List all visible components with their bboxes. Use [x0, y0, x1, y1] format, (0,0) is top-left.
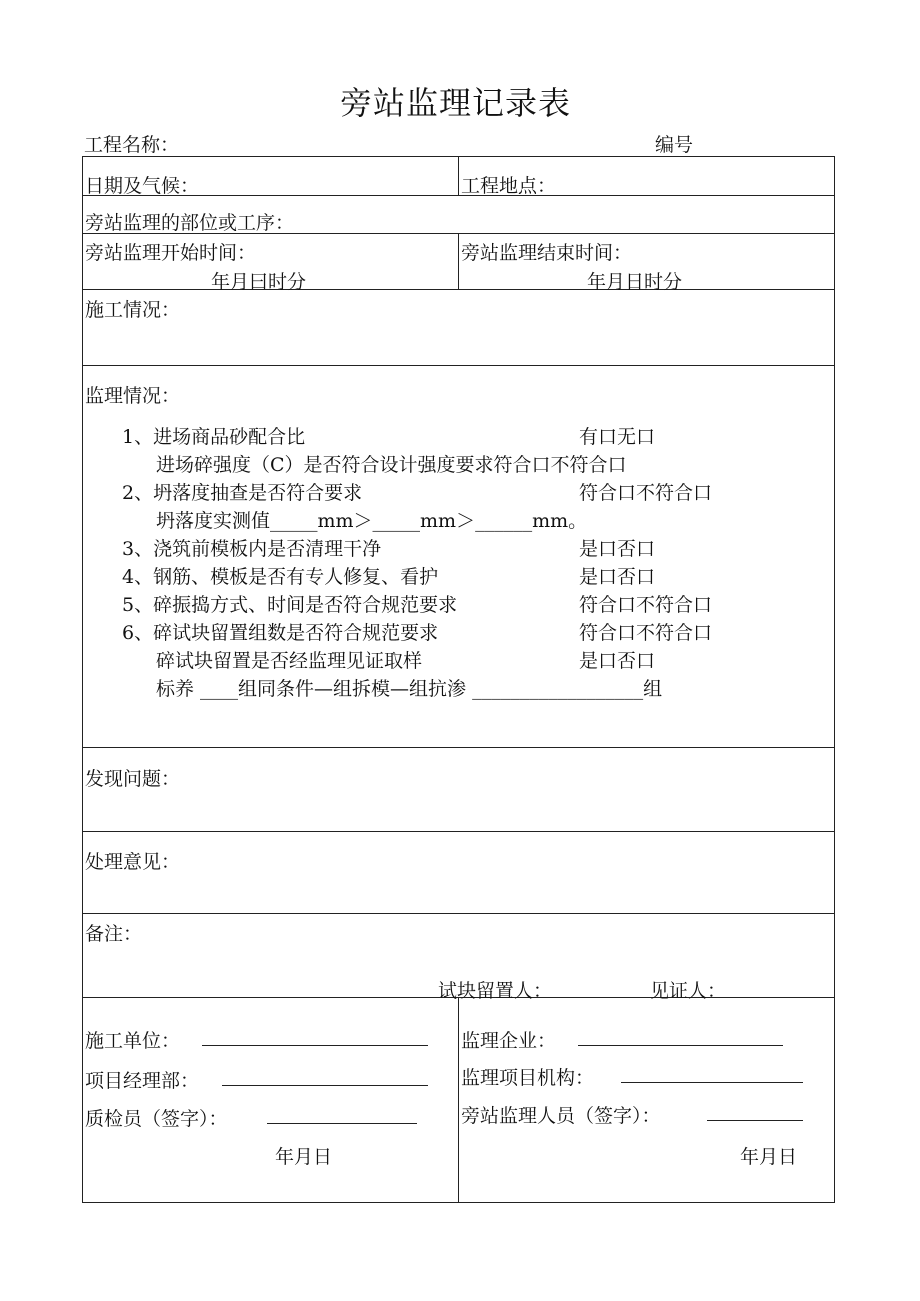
construction-unit-label: 施工单位：	[85, 1030, 181, 1052]
col-divider	[458, 233, 459, 289]
number-label: 编号	[655, 134, 694, 156]
col-divider	[458, 997, 459, 1202]
check-item-5: 5、碎振捣方式、时间是否符合规范要求	[122, 594, 458, 616]
left-date: 年月日	[275, 1146, 333, 1168]
check-option-4: 是口否口	[579, 566, 656, 588]
check-option-3: 是口否口	[579, 538, 656, 560]
check-item-3: 3、浇筑前模板内是否清理干净	[122, 538, 382, 560]
supervision-company-label: 监理企业：	[461, 1030, 557, 1052]
supervision-org-field[interactable]	[621, 1082, 803, 1083]
supervision-org-label: 监理项目机构：	[461, 1067, 595, 1089]
check-option-6b: 是口否口	[579, 650, 656, 672]
sample-groups: 标养 ____组同条件—组拆模—组抗渗 __________________组	[156, 678, 663, 700]
check-item-6b: 碎试块留置是否经监理见证取样	[156, 650, 423, 672]
right-date: 年月日	[740, 1146, 798, 1168]
table-border-left	[82, 156, 83, 1203]
check-option-1: 有口无口	[579, 426, 656, 448]
check-option-5: 符合口不符合口	[579, 594, 713, 616]
supervision-company-field[interactable]	[578, 1045, 783, 1046]
inspector-label: 质检员（签字）：	[85, 1108, 228, 1130]
project-name-label: 工程名称：	[84, 134, 180, 156]
col-divider	[458, 156, 459, 195]
construction-unit-field[interactable]	[202, 1045, 428, 1046]
check-item-1b: 进场碎强度（C）是否符合设计强度要求符合口不符合口	[156, 454, 627, 476]
table-border-right	[834, 156, 835, 1203]
page-title: 旁站监理记录表	[340, 84, 572, 122]
supervisor-signature-field[interactable]	[707, 1120, 803, 1121]
supervisor-label: 旁站监理人员（签字）：	[461, 1105, 661, 1127]
supervision-part-label: 旁站监理的部位或工序：	[85, 212, 295, 234]
supervision-label: 监理情况：	[85, 385, 181, 407]
check-option-2: 符合口不符合口	[579, 482, 713, 504]
start-time-label: 旁站监理开始时间：	[85, 242, 257, 264]
problems-label: 发现问题：	[85, 768, 181, 790]
remarks-label: 备注：	[85, 923, 143, 945]
construction-label: 施工情况：	[85, 299, 181, 321]
project-dept-label: 项目经理部：	[85, 1070, 200, 1092]
table-border-bottom	[82, 1202, 835, 1203]
row-divider	[82, 913, 835, 914]
location-label: 工程地点：	[461, 175, 557, 197]
check-item-6: 6、碎试块留置组数是否符合规范要求	[122, 622, 439, 644]
check-item-1: 1、进场商品砂配合比	[122, 426, 306, 448]
row-divider	[82, 747, 835, 748]
sample-keeper-label: 试块留置人：	[438, 980, 553, 1002]
check-item-4: 4、钢筋、模板是否有专人修复、看护	[122, 566, 439, 588]
date-weather-label: 日期及气候：	[85, 175, 200, 197]
slump-measure: 坍落度实测值_____mm＞_____mm＞______mm。	[156, 510, 588, 532]
end-time-label: 旁站监理结束时间：	[461, 242, 633, 264]
inspector-signature-field[interactable]	[267, 1123, 417, 1124]
witness-label: 见证人：	[650, 980, 727, 1002]
project-dept-field[interactable]	[222, 1085, 428, 1086]
row-divider	[82, 365, 835, 366]
check-item-2: 2、坍落度抽查是否符合要求	[122, 482, 363, 504]
row-divider	[82, 289, 835, 290]
start-time-value: 年月曰时分	[211, 271, 307, 293]
row-divider	[82, 831, 835, 832]
handling-label: 处理意见：	[85, 851, 181, 873]
check-option-6: 符合口不符合口	[579, 622, 713, 644]
end-time-value: 年月日时分	[587, 271, 683, 293]
